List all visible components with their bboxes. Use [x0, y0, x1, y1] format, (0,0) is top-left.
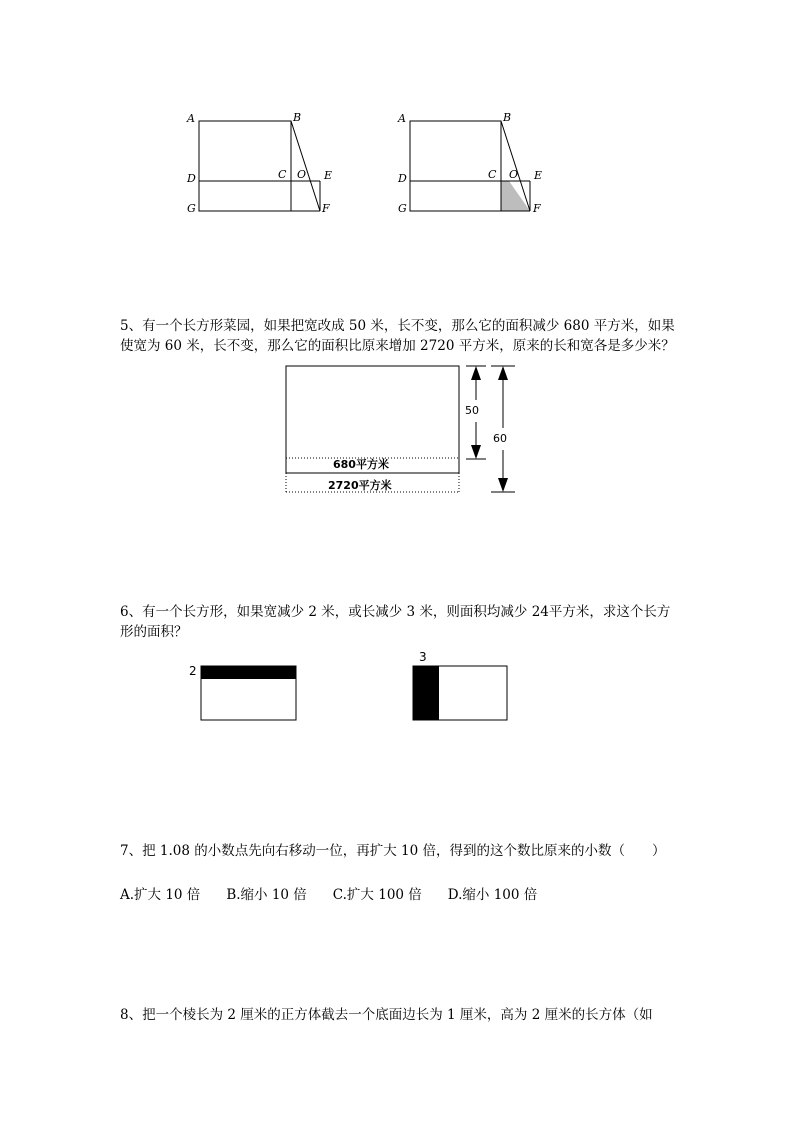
label-F: F [533, 202, 541, 215]
label-G: G [187, 202, 196, 215]
label-A: A [398, 112, 406, 125]
question-6-figure-width [185, 660, 305, 730]
question-6-figure-length [405, 648, 525, 728]
question-5-line-1: 5、有一个长方形菜园，如果把宽改成 50 米，长不变，那么它的面积减少 680 平方米，如果 [120, 318, 675, 334]
question-7-options [120, 883, 537, 903]
label-C: C [488, 168, 497, 181]
geometry-figure-2 [391, 108, 551, 218]
dimension-50-label: 50 [465, 404, 479, 417]
geometry-figure-1 [180, 108, 340, 218]
question-7-text: 7、把 1.08 的小数点先向右移动一位，再扩大 10 倍，得到的这个数比原来的小数（ ） [120, 843, 666, 859]
label-E: E [534, 169, 543, 182]
area-680-label: 680平方米 [333, 458, 389, 471]
question-5-line-2: 使宽为 60 米，长不变，那么它的面积比原来增加 2720 平方米，原来的长和宽各是多少米？ [120, 338, 675, 354]
figure-1-drawing [180, 108, 340, 218]
label-A: A [187, 112, 195, 125]
label-O: O [509, 168, 519, 181]
option-c[interactable]: C.扩大 100 倍 [332, 887, 422, 903]
label-C: C [278, 168, 287, 181]
figure-2-drawing [391, 108, 551, 218]
label-E: E [324, 169, 333, 182]
question-6-line-2: 形的面积？ [120, 624, 188, 640]
area-2720-label: 2720平方米 [328, 479, 392, 492]
dimension-60-label: 60 [493, 432, 507, 445]
label-2: 2 [189, 664, 197, 678]
label-3: 3 [419, 650, 427, 664]
question-5-figure [280, 360, 530, 500]
label-O: O [297, 168, 307, 181]
question-5-drawing [280, 360, 530, 500]
label-G: G [398, 202, 407, 215]
label-B: B [293, 111, 302, 124]
option-a[interactable]: A.扩大 10 倍 [120, 887, 201, 903]
label-B: B [503, 111, 512, 124]
label-D: D [187, 172, 196, 185]
label-F: F [322, 202, 330, 215]
width-reduction-drawing [185, 660, 305, 730]
option-d[interactable]: D.缩小 100 倍 [447, 887, 538, 903]
option-b[interactable]: B.缩小 10 倍 [226, 887, 307, 903]
label-D: D [398, 172, 407, 185]
question-8-line-1: 8、把一个棱长为 2 厘米的正方体截去一个底面边长为 1 厘米，高为 2 厘米的长方体（如 [120, 1007, 653, 1023]
question-6-line-1: 6、有一个长方形，如果宽减少 2 米，或长减少 3 米，则面积均减少 24平方米，求这个长方 [120, 604, 671, 620]
